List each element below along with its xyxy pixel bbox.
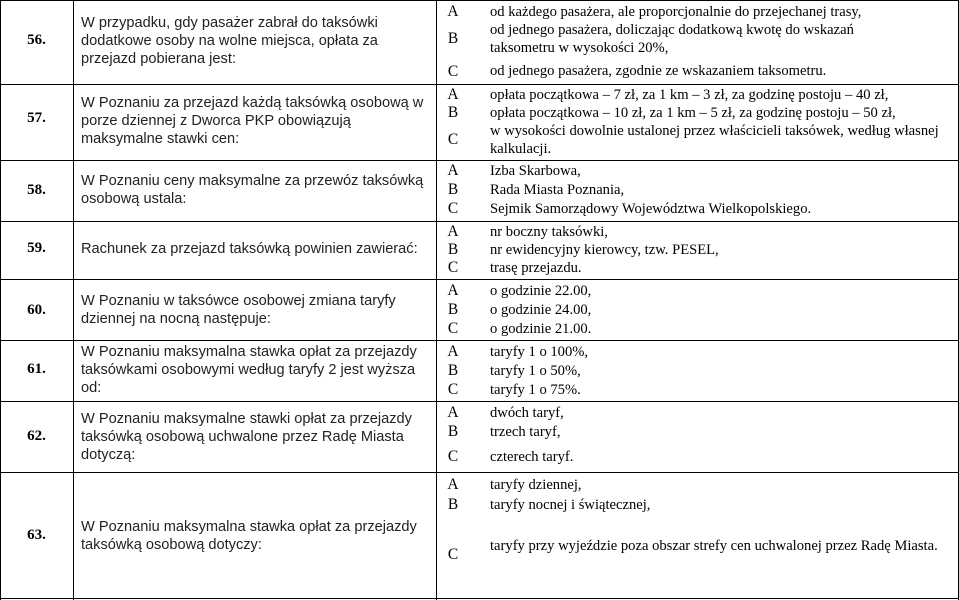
option-letter: C <box>447 546 459 563</box>
option-letter: B <box>447 301 459 318</box>
option-letter: C <box>447 63 459 80</box>
option-text: nr boczny taksówki, <box>490 224 608 240</box>
question-number: 62. <box>27 428 46 444</box>
question-number: 60. <box>27 302 46 318</box>
option-text: o godzinie 22.00, <box>490 283 592 299</box>
question-text: W Poznaniu ceny maksymalne za przewóz taksówką osobową ustala: <box>81 173 424 207</box>
option-text: czterech taryf. <box>490 449 574 465</box>
question-text: W Poznaniu w taksówce osobowej zmiana taryfy dziennej na nocną następuje: <box>81 293 396 327</box>
row-border <box>0 401 959 402</box>
option-text: trasę przejazdu. <box>490 260 582 276</box>
option-text: opłata początkowa – 7 zł, za 1 km – 3 zł, za godzinę postoju – 40 zł, <box>490 87 889 103</box>
option-letter: A <box>447 404 459 421</box>
option-text: taryfy 1 o 100%, <box>490 344 589 360</box>
row-border <box>0 598 959 599</box>
option-letter: C <box>447 320 459 337</box>
row-border <box>0 84 959 85</box>
option-letter: B <box>447 496 459 513</box>
question-text: Rachunek za przejazd taksówką powinien zawierać: <box>81 241 418 257</box>
option-letter: A <box>447 343 459 360</box>
option-text: Rada Miasta Poznania, <box>490 182 625 198</box>
option-text: w wysokości dowolnie ustalonej przez właścicieli taksówek, według własnej kalkulacji. <box>490 123 939 157</box>
row-border <box>0 0 959 1</box>
option-text: taryfy 1 o 50%, <box>490 363 581 379</box>
option-letter: B <box>447 423 459 440</box>
option-letter: A <box>447 223 459 240</box>
question-text: W Poznaniu maksymalne stawki opłat za przejazdy taksówką osobową uchwalone przez Radę Miasta dotyczą: <box>81 411 412 463</box>
option-text: od jednego pasażera, zgodnie ze wskazaniem taksometru. <box>490 63 827 79</box>
column-border <box>73 0 74 600</box>
question-text: W Poznaniu maksymalna stawka opłat za przejazdy taksówkami osobowymi według taryfy 2 jest wyższa od: <box>81 344 417 396</box>
option-text: dwóch taryf, <box>490 405 564 421</box>
option-text: taryfy 1 o 75%. <box>490 382 581 398</box>
row-border <box>0 472 959 473</box>
option-text: o godzinie 21.00. <box>490 321 592 337</box>
option-text: od jednego pasażera, doliczając dodatkową kwotę do wskazań taksometru w wysokości 20%, <box>490 22 854 56</box>
option-text: Izba Skarbowa, <box>490 163 581 179</box>
question-number: 58. <box>27 182 46 198</box>
option-letter: C <box>447 200 459 217</box>
question-text: W przypadku, gdy pasażer zabrał do taksówki dodatkowe osoby na wolne miejsca, opłata za przejazd pobierana jest: <box>81 15 378 67</box>
question-text: W Poznaniu maksymalna stawka opłat za przejazdy taksówką osobową dotyczy: <box>81 519 417 553</box>
option-text: o godzinie 24.00, <box>490 302 592 318</box>
option-text: taryfy dziennej, <box>490 477 582 493</box>
option-letter: C <box>447 381 459 398</box>
question-number: 56. <box>27 32 46 48</box>
option-text: od każdego pasażera, ale proporcjonalnie do przejechanej trasy, <box>490 4 862 20</box>
option-letter: C <box>447 448 459 465</box>
option-text: trzech taryf, <box>490 424 561 440</box>
question-text: W Poznaniu za przejazd każdą taksówką osobową w porze dziennej z Dworca PKP obowiązują maksymalne stawki cen: <box>81 95 424 147</box>
option-letter: A <box>447 282 459 299</box>
column-border <box>436 0 437 600</box>
option-letter: A <box>447 86 459 103</box>
option-letter: B <box>447 181 459 198</box>
option-letter: C <box>447 259 459 276</box>
option-text: nr ewidencyjny kierowcy, tzw. PESEL, <box>490 242 719 258</box>
option-letter: C <box>447 131 459 148</box>
row-border <box>0 340 959 341</box>
row-border <box>0 279 959 280</box>
option-text: opłata początkowa – 10 zł, za 1 km – 5 zł, za godzinę postoju – 50 zł, <box>490 105 896 121</box>
option-letter: A <box>447 3 459 20</box>
option-text: taryfy nocnej i świątecznej, <box>490 497 651 513</box>
option-letter: A <box>447 162 459 179</box>
option-letter: A <box>447 476 459 493</box>
option-letter: B <box>447 241 459 258</box>
column-border <box>0 0 1 600</box>
option-text: Sejmik Samorządowy Województwa Wielkopolskiego. <box>490 201 812 217</box>
option-letter: B <box>447 30 459 47</box>
option-letter: B <box>447 104 459 121</box>
question-number: 57. <box>27 110 46 126</box>
question-number: 61. <box>27 361 46 377</box>
row-border <box>0 160 959 161</box>
option-letter: B <box>447 362 459 379</box>
option-text: taryfy przy wyjeździe poza obszar strefy cen uchwalonej przez Radę Miasta. <box>490 538 938 554</box>
question-number: 63. <box>27 527 46 543</box>
row-border <box>0 221 959 222</box>
question-number: 59. <box>27 240 46 256</box>
